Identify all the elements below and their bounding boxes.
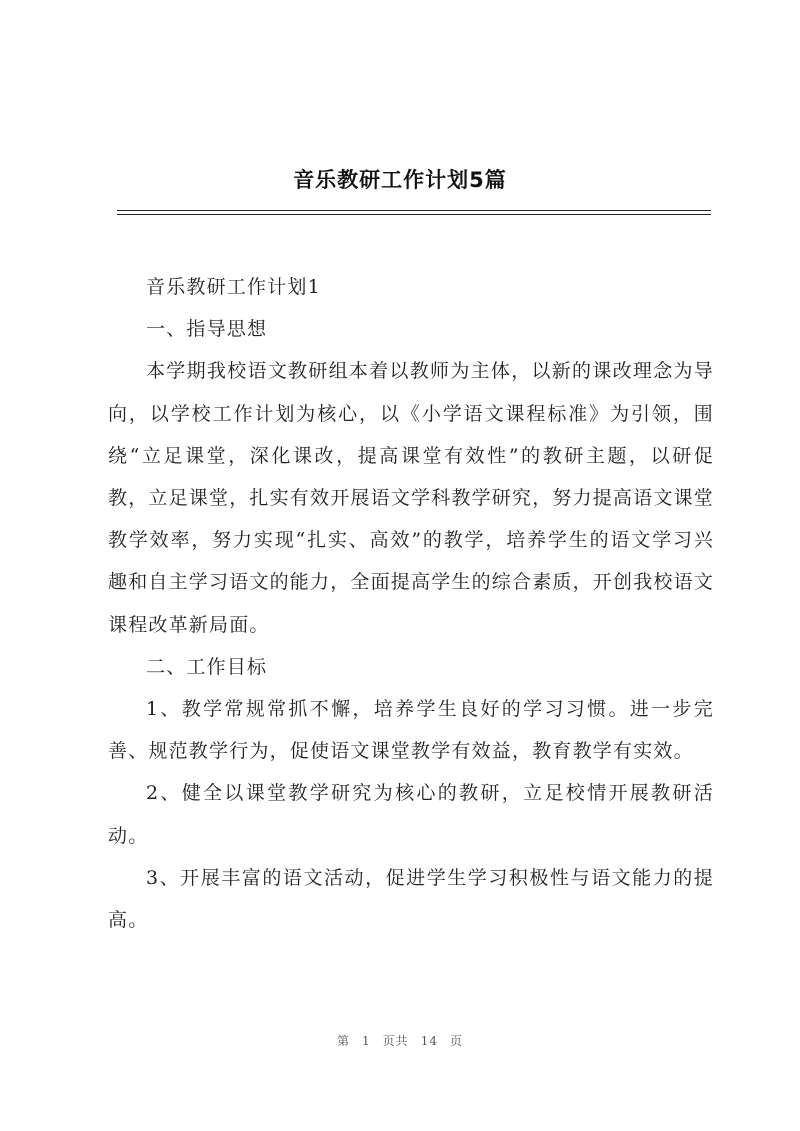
document-body [108,266,714,941]
document-title: 音乐教研工作计划5篇 [293,168,507,192]
footer-suffix: 页 [449,1034,463,1048]
footer-middle: 页共 [382,1034,409,1048]
title-divider-top [117,210,711,211]
body-paragraph: 1、教学常规常抓不懈，培养学生良好的学习习惯。进一步完善、规范教学行为，促使语文课堂教学有效益，教育教学有实效。 [108,698,714,763]
subsection-heading: 二、工作目标 [146,655,268,678]
subsection-heading: 一、指导思想 [146,318,268,341]
body-paragraph: 3、开展丰富的语文活动，促进学生学习积极性与语文能力的提高。 [108,866,714,932]
body-paragraph: 本学期我校语文教研组本着以教师为主体，以新的课改理念为导向，以学校工作计划为核心，以《小学语文课程标准》为引领，围绕“立足课堂，深化课改，提高课堂有效性”的教研主题，以研促教，立足课堂，扎实有效开展语文学科教学研究，努力提高语文课堂教学效率，努力实现“扎实、高效”的教学，培养学生的语文学习兴趣和自主学习语文的能力，全面提高学生的综合素质，开创我校语文课程改革新局面。 [108,360,715,636]
section-heading: 音乐教研工作计划1 [146,276,321,298]
footer-total-pages: 14 [420,1034,438,1048]
body-paragraph: 2、健全以课堂教学研究为核心的教研，立足校情开展教研活动。 [108,782,714,847]
footer-prefix: 第 [337,1034,351,1048]
page-footer [0,1032,800,1049]
footer-page-number: 1 [362,1034,371,1048]
title-divider-bottom [117,214,711,215]
